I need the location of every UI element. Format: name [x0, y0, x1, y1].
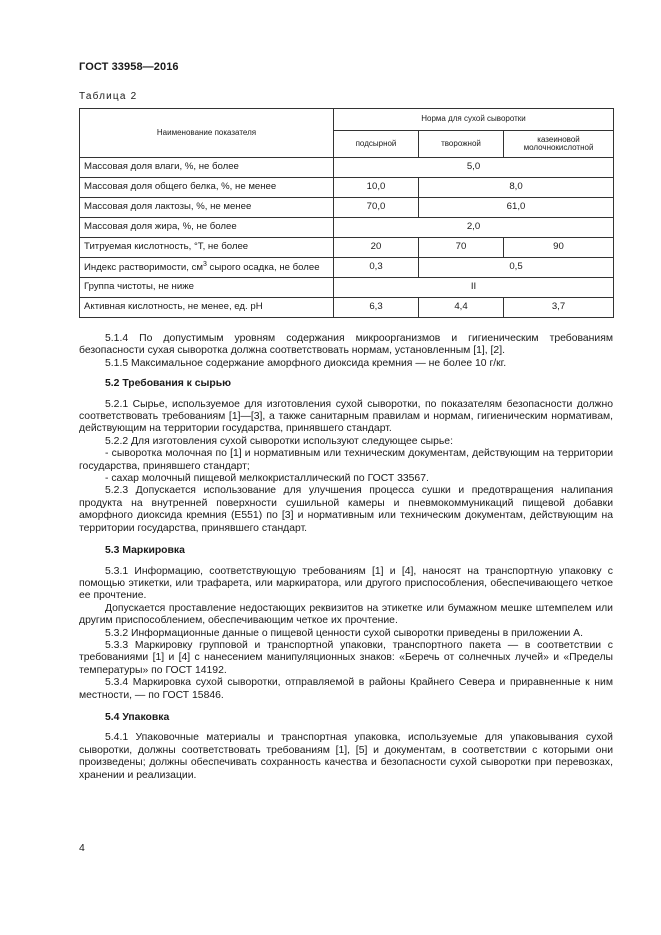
cell-value: 90: [504, 238, 614, 258]
list-item: - сахар молочный пищевой мелкокристаллический по ГОСТ 33567.: [105, 473, 429, 485]
paragraph-5-1-5: 5.1.5 Максимальное содержание аморфного диоксида кремния — не более 10 г/кг.: [105, 357, 507, 369]
cell-value: 8,0: [419, 178, 614, 198]
cell-value: 0,5: [419, 258, 614, 278]
table-row: [80, 198, 614, 218]
cell-value: 10,0: [334, 178, 419, 198]
paragraph-5-1-4: 5.1.4 По допустимым уровням содержания микроорганизмов и гигиеническим требованиям безопасности сухая сыворотка должна соответствовать нормам, установленным [1], [2].: [79, 333, 613, 357]
cell-value: 20: [334, 238, 419, 258]
column-header-group: Норма для сухой сыворотки: [334, 109, 614, 131]
cell-value: 0,3: [334, 258, 419, 278]
body-text: [79, 333, 613, 782]
row-label-text: Индекс растворимости, см: [84, 262, 203, 274]
column-header-name: Наименование показателя: [80, 109, 334, 158]
row-label: [80, 258, 334, 278]
cell-value: 6,3: [334, 298, 419, 318]
table-caption: Таблица 2: [79, 91, 138, 102]
paragraph-5-3-1-note: Допускается проставление недостающих реквизитов на этикетке или бумажном мешке штемпелем или другим приспособлением, обеспечивающим четкое их прочтение.: [79, 602, 613, 627]
section-heading-5-4: 5.4 Упаковка: [105, 711, 170, 723]
cell-value: 3,7: [504, 298, 614, 318]
row-label: Массовая доля влаги, %, не более: [80, 158, 334, 178]
column-header-curd: творожной: [419, 131, 504, 158]
document-header: ГОСТ 33958—2016: [79, 61, 179, 73]
column-header-cheese: подсырной: [334, 131, 419, 158]
section-heading-5-3: 5.3 Маркировка: [105, 545, 185, 557]
row-label: Массовая доля лактозы, %, не менее: [80, 198, 334, 218]
row-label: Группа чистоты, не ниже: [80, 278, 334, 298]
row-label: Массовая доля общего белка, %, не менее: [80, 178, 334, 198]
paragraph-5-2-1: 5.2.1 Сырье, используемое для изготовления сухой сыворотки, по показателям безопасности должно соответствовать требованиям [1]—[3], а также санитарным правилам и нормам, гигиеническим нормативам, действующим на территории государства, принявшего стандарт.: [79, 398, 613, 435]
table-row: [80, 278, 614, 298]
table-row: [80, 178, 614, 198]
list-item: - сыворотка молочная по [1] и нормативным или техническим документам, действующим на территории государства, принявшего стандарт;: [79, 448, 613, 472]
column-header-casein: казеиновой молочнокислотной: [504, 131, 614, 158]
row-label: Активная кислотность, не менее, ед. pH: [80, 298, 334, 318]
row-label: Массовая доля жира, %, не более: [80, 218, 334, 238]
cell-value: 70: [419, 238, 504, 258]
table-row: [80, 238, 614, 258]
paragraph-5-3-4: 5.3.4 Маркировка сухой сыворотки, отправляемой в районы Крайнего Севера и приравненные к ним местности, — по ГОСТ 15846.: [79, 677, 613, 701]
paragraph-5-4-1: 5.4.1 Упаковочные материалы и транспортная упаковка, используемые для упаковывания сухой сыворотки, должны соответствовать требованиям [1], [5] и документам, в соответствии с которыми они произведены; должны обеспечивать сохранность качества и безопасности сухой сыворотки при перевозках, хранении и реализации.: [79, 732, 613, 781]
cell-value: 4,4: [419, 298, 504, 318]
row-label: Титруемая кислотность, °Т, не более: [80, 238, 334, 258]
superscript: 3: [202, 261, 207, 269]
paragraph-5-2-3: 5.2.3 Допускается использование для улучшения процесса сушки и предотвращения налипания продукта на внутренней поверхности сушильной камеры и пневмокоммуникаций пищевой добавки аморфного диоксида кремния (Е551) по [3] и нормативным или техническим документам, действующим на территории государства, принявшего стандарт.: [79, 485, 613, 534]
paragraph-5-3-2: 5.3.2 Информационные данные о пищевой ценности сухой сыворотки приведены в приложении А.: [105, 627, 583, 639]
cell-value: 70,0: [334, 198, 419, 218]
section-heading-5-2: 5.2 Требования к сырью: [105, 378, 232, 390]
table-row: [80, 298, 614, 318]
paragraph-5-2-2: 5.2.2 Для изготовления сухой сыворотки используют следующее сырье:: [105, 435, 453, 447]
row-label-text: сырого осадка, не более: [206, 262, 320, 274]
cell-value: II: [334, 278, 614, 298]
cell-value: 2,0: [334, 218, 614, 238]
cell-value: 61,0: [419, 198, 614, 218]
cell-value: 5,0: [334, 158, 614, 178]
paragraph-5-3-3: 5.3.3 Маркировку групповой и транспортной упаковки, транспортного пакета — в соответствии с требованиями [1] и [4] с нанесением манипуляционных знаков: «Беречь от солнечных лучей» и «Пределы температуры» по ГОСТ 14192.: [79, 639, 613, 676]
table-row: [80, 218, 614, 238]
page-number: 4: [79, 843, 85, 854]
table-row: [80, 158, 614, 178]
indicators-table: [79, 108, 614, 318]
table-row: [80, 258, 614, 278]
paragraph-5-3-1: 5.3.1 Информацию, соответствующую требованиям [1] и [4], наносят на транспортную упаковку с помощью этикетки, или трафарета, или маркиратора, или другого приспособления, обеспечивающего четкое ее прочтение.: [79, 565, 613, 602]
